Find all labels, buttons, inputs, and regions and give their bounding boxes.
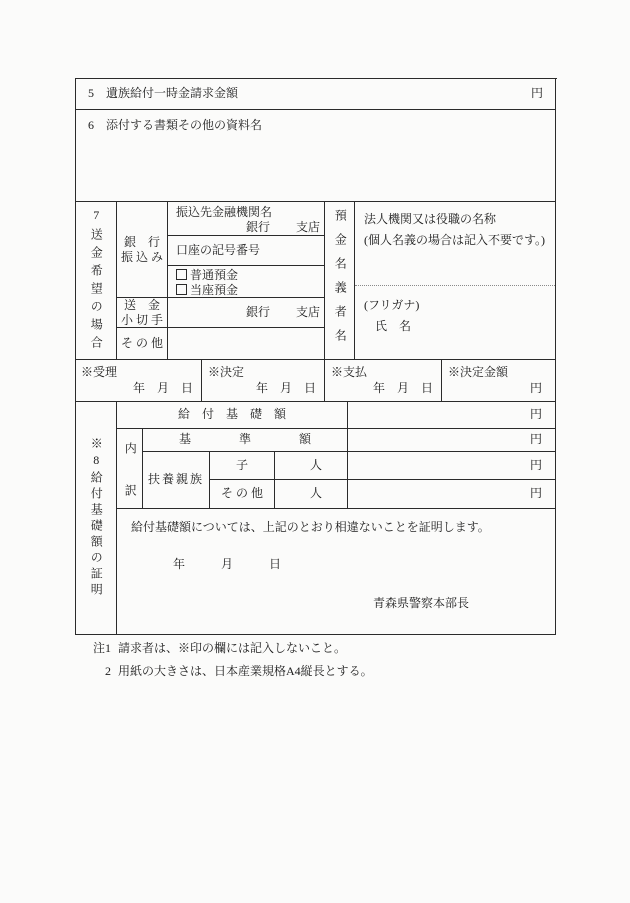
corporate-name-label: 法人機関又は役職の名称 bbox=[364, 212, 497, 226]
other-method-text: そ の 他 bbox=[120, 335, 163, 350]
bank-suffix: 銀行 bbox=[245, 220, 270, 234]
name-label: 氏 名 bbox=[375, 319, 412, 333]
current-deposit-checkbox-icon bbox=[176, 284, 187, 295]
breakdown-vertical-title: 内訳 bbox=[123, 441, 138, 526]
payee-vertical-title: 預金名義者名 bbox=[333, 208, 348, 353]
decision-label: ※決定 bbox=[208, 365, 245, 379]
others-label: そ の 他 bbox=[220, 486, 263, 501]
bank-branch-suffix-row bbox=[176, 220, 320, 235]
current-deposit-label: 当座預金 bbox=[190, 283, 239, 297]
section8-vertical-title: ※8給付基礎額の証明 bbox=[89, 437, 104, 599]
current-deposit-row bbox=[176, 283, 324, 298]
decided-amount-cell bbox=[442, 360, 556, 402]
check-bank-suffix: 銀行 bbox=[245, 304, 270, 319]
note-2-prefix: 2 bbox=[105, 664, 111, 678]
row5-title: 遺族給付一時金請求金額 bbox=[106, 85, 239, 100]
breakdown-label-cell bbox=[117, 429, 143, 526]
payee-content-cell bbox=[355, 202, 556, 360]
accept-date: 年 月 日 bbox=[132, 380, 193, 395]
row-attached-documents bbox=[75, 110, 556, 202]
decided-amount-label: ※決定金額 bbox=[448, 365, 509, 379]
accept-label: ※受理 bbox=[81, 365, 118, 379]
others-amount-unit: 円 bbox=[529, 486, 542, 501]
dependents-label-cell bbox=[143, 452, 210, 509]
benefit-base-unit: 円 bbox=[529, 407, 542, 422]
remit-check-line2: 小 切 手 bbox=[120, 312, 163, 327]
account-number-label: 口座の記号番号 bbox=[176, 242, 261, 257]
corporate-name-note: (個人名義の場合は記入不要です。) bbox=[364, 233, 546, 247]
payment-date: 年 月 日 bbox=[372, 380, 433, 395]
standard-amount-label-cell bbox=[143, 429, 348, 452]
section8-certification-label bbox=[75, 402, 117, 635]
corporate-name-block bbox=[355, 202, 555, 251]
bank-transfer-line1: 銀 行 bbox=[123, 234, 160, 249]
personal-name-block bbox=[364, 296, 419, 336]
decision-cell bbox=[202, 360, 325, 402]
section7-title: 送金希望の場合 bbox=[89, 227, 104, 354]
note-2 bbox=[85, 663, 545, 679]
deposit-type-cell bbox=[168, 266, 325, 298]
bank-transfer-line2: 振 込 み bbox=[120, 249, 163, 264]
child-label: 子 bbox=[235, 457, 248, 472]
section7-vertical-title bbox=[88, 208, 104, 354]
branch-suffix: 支店 bbox=[295, 220, 320, 234]
certification-text: 給付基礎額については、上記のとおり相違ないことを証明します。 bbox=[131, 520, 490, 534]
child-count-unit: 人 bbox=[309, 457, 322, 472]
row5-yen-unit: 円 bbox=[530, 85, 543, 100]
ordinary-deposit-row bbox=[176, 268, 324, 283]
remittance-check-label bbox=[117, 298, 168, 328]
certification-cell bbox=[117, 509, 556, 635]
payee-name-label bbox=[325, 202, 355, 360]
note-2-text: 用紙の大きさは、日本産業規格A4縦長とする。 bbox=[118, 664, 373, 678]
row-claim-amount bbox=[75, 78, 556, 110]
standard-amount-unit: 円 bbox=[529, 432, 542, 447]
check-bank-branch-cell bbox=[168, 298, 325, 328]
payee-dotted-divider bbox=[355, 285, 555, 286]
note-1-text: 請求者は、※印の欄には記入しないこと。 bbox=[118, 641, 347, 655]
row6-number: 6 bbox=[88, 118, 94, 132]
section7-remittance-label bbox=[75, 202, 117, 360]
accept-cell bbox=[75, 360, 202, 402]
note-1 bbox=[85, 640, 545, 656]
benefit-base-value-cell bbox=[348, 402, 556, 429]
ordinary-deposit-label: 普通預金 bbox=[190, 268, 239, 282]
standard-amount-value-cell bbox=[348, 429, 556, 452]
remit-check-line1: 送 金 bbox=[123, 297, 160, 312]
other-method-blank-cell bbox=[168, 328, 325, 360]
payment-cell bbox=[325, 360, 442, 402]
row6-title: 添付する書類その他の資料名 bbox=[106, 118, 263, 132]
dependents-label: 扶養親族 bbox=[147, 472, 204, 487]
other-method-label bbox=[117, 328, 168, 360]
others-amount-cell bbox=[348, 480, 556, 509]
child-label-cell bbox=[210, 452, 275, 480]
benefit-base-label: 給 付 基 礎 額 bbox=[177, 407, 286, 422]
destination-institution-cell bbox=[168, 202, 325, 236]
certification-date: 年 月 日 bbox=[173, 557, 282, 571]
check-branch-suffix: 支店 bbox=[295, 304, 320, 319]
bank-transfer-label bbox=[117, 202, 168, 298]
note-1-prefix: 注1 bbox=[92, 641, 111, 655]
certification-signer: 青森県警察本部長 bbox=[373, 596, 470, 610]
decision-date: 年 月 日 bbox=[255, 380, 316, 395]
payment-label: ※支払 bbox=[331, 365, 368, 379]
child-amount-unit: 円 bbox=[529, 457, 542, 472]
child-amount-cell bbox=[348, 452, 556, 480]
benefit-base-label-cell bbox=[117, 402, 348, 429]
others-count-cell bbox=[275, 480, 348, 509]
account-number-cell bbox=[168, 236, 325, 266]
destination-label: 振込先金融機関名 bbox=[176, 205, 273, 219]
row5-label bbox=[88, 86, 238, 102]
child-count-cell bbox=[275, 452, 348, 480]
footer-notes bbox=[85, 640, 545, 686]
furigana-label: (フリガナ) bbox=[364, 298, 420, 312]
decided-amount-unit: 円 bbox=[529, 380, 542, 395]
ordinary-deposit-checkbox-icon bbox=[176, 269, 187, 280]
others-label-cell bbox=[210, 480, 275, 509]
section7-number: 7 bbox=[89, 207, 104, 228]
row5-number: 5 bbox=[88, 85, 94, 100]
standard-amount-label: 基 準 額 bbox=[178, 432, 311, 447]
others-count-unit: 人 bbox=[309, 486, 322, 501]
